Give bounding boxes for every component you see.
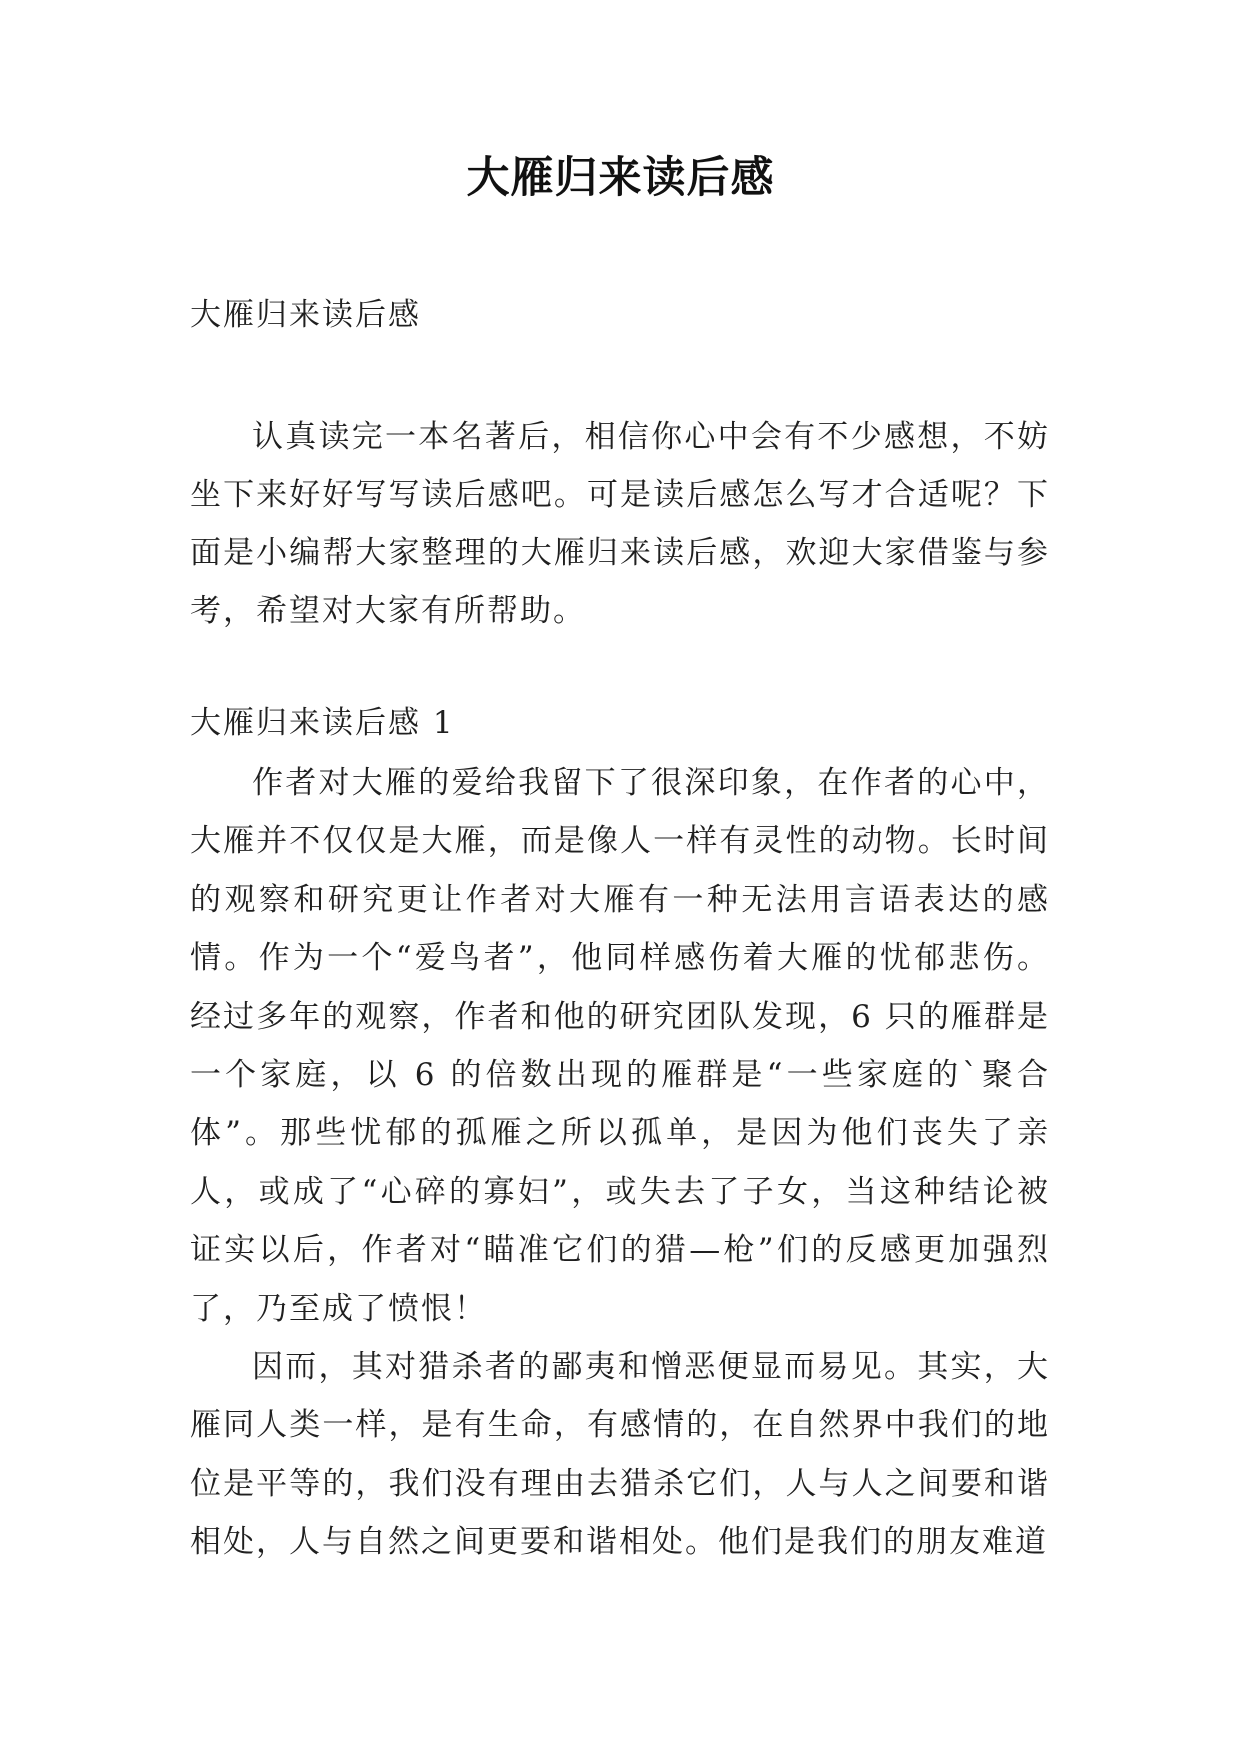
section-body	[190, 754, 1050, 1572]
intro-paragraph: 认真读完一本名著后，相信你心中会有不少感想，不妨坐下来好好写写读后感吧。可是读后感怎么写才合适呢？下面是小编帮大家整理的大雁归来读后感，欢迎大家借鉴与参考，希望对大家有所帮助。	[190, 419, 1050, 629]
section-heading: 大雁归来读后感 1	[190, 705, 455, 741]
body-paragraph: 作者对大雁的爱给我留下了很深印象，在作者的心中，大雁并不仅仅是大雁，而是像人一样有灵性的动物。长时间的观察和研究更让作者对大雁有一种无法用言语表达的感情。作为一个“爱鸟者”，他同样感伤着大雁的忧郁悲伤。经过多年的观察，作者和他的研究团队发现，6 只的雁群是一个家庭，以 6 的倍数出现的雁群是“一些家庭的`聚合体”。那些忧郁的孤雁之所以孤单，是因为他们丧失了亲人，或成了“心碎的寡妇”，或失去了子女，当这种结论被证实以后，作者对“瞄准它们的猎—枪”们的反感更加强烈了，乃至成了愤恨！	[190, 765, 1050, 1327]
document-subtitle: 大雁归来读后感	[190, 297, 421, 333]
body-paragraph: 因而，其对猎杀者的鄙夷和憎恶便显而易见。其实，大雁同人类一样，是有生命，有感情的，在自然界中我们的地位是平等的，我们没有理由去猎杀它们，人与人之间要和谐相处，人与自然之间更要和谐相处。他们是我们的朋友难道	[190, 1349, 1050, 1561]
document-title: 大雁归来读后感	[466, 153, 775, 203]
